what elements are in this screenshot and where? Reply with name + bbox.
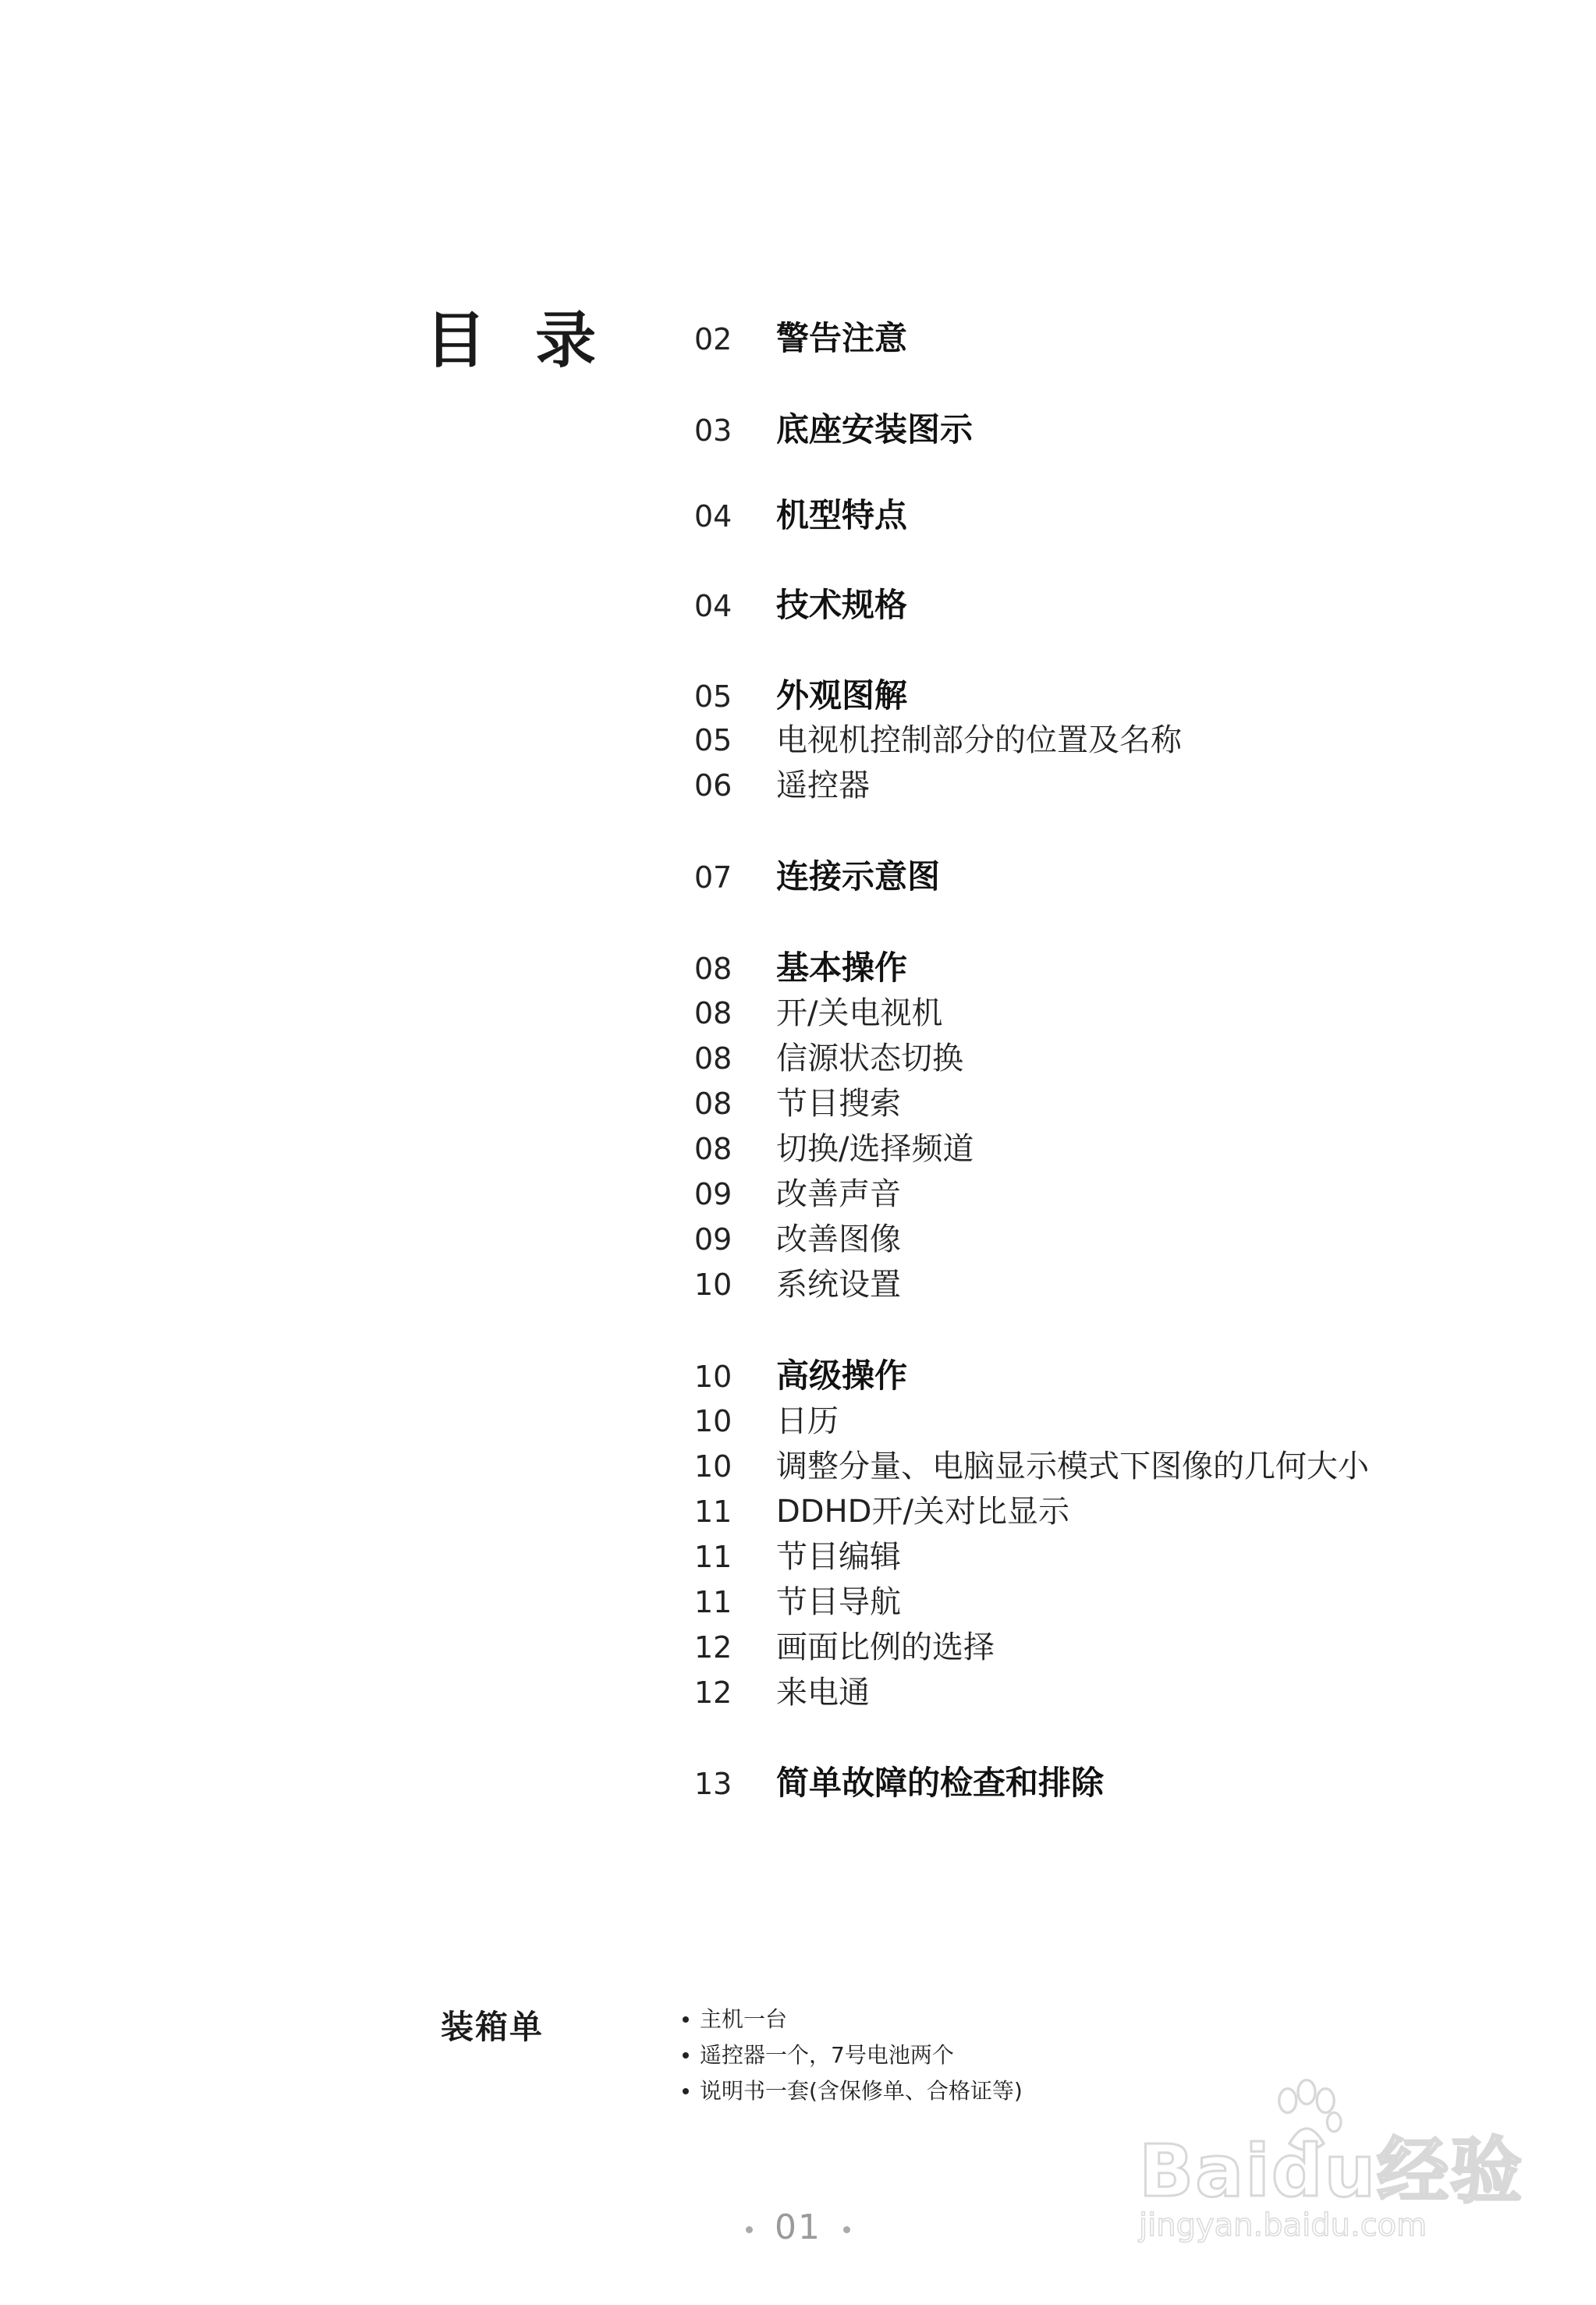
packing-list (683, 2002, 1023, 2109)
packing-list-title: 装箱单 (441, 2008, 544, 2046)
toc-entry-label: 机型特点 (776, 496, 908, 534)
toc-entry-page: 11 (694, 1495, 732, 1529)
watermark-url: jingyan.baidu.com (1139, 2207, 1428, 2243)
toc-entry-page: 11 (694, 1585, 732, 1619)
toc-entry-label: 节目编辑 (776, 1539, 901, 1575)
packing-item (683, 2002, 1023, 2037)
toc-entry-page: 13 (694, 1767, 732, 1801)
packing-item (683, 2037, 1023, 2073)
packing-item-label: 主机一台 (700, 2006, 788, 2032)
toc-entry-label: 改善声音 (776, 1176, 901, 1212)
toc-entry-label: 基本操作 (776, 949, 908, 987)
toc-entry-label: 开/关电视机 (776, 995, 943, 1031)
bullet-dot-icon (746, 2226, 753, 2233)
toc-entry-label: 信源状态切换 (776, 1041, 963, 1076)
toc-entry (694, 1262, 901, 1307)
watermark-logo: Baidu经验 (1139, 2129, 1524, 2213)
toc-entry-page: 09 (694, 1222, 732, 1257)
toc-entry (694, 763, 870, 808)
toc-entry-label: 日历 (776, 1403, 839, 1439)
toc-entry-page: 07 (694, 860, 732, 895)
toc-entry (694, 1489, 1069, 1534)
toc-entry (694, 1081, 901, 1126)
toc-entry-page: 04 (694, 589, 732, 623)
toc-entry (694, 1399, 839, 1444)
toc-entry (694, 1172, 901, 1217)
toc-entry-label: 调整分量、电脑显示模式下图像的几何大小 (776, 1449, 1369, 1484)
toc-entry-label: 来电通 (776, 1675, 870, 1711)
bullet-dot-icon (843, 2226, 850, 2233)
toc-entry-label: 画面比例的选择 (776, 1629, 995, 1665)
toc-entry-page: 03 (694, 413, 732, 448)
toc-entry-page: 05 (694, 723, 732, 757)
toc-entry-label: 遥控器 (776, 768, 870, 803)
toc-entry (694, 1036, 963, 1081)
bullet-dot-icon (683, 2052, 689, 2059)
toc-entry (694, 1580, 901, 1625)
toc-entry-page: 05 (694, 679, 732, 714)
toc-entry-label: 高级操作 (776, 1356, 908, 1395)
toc-entry-label: 系统设置 (776, 1267, 901, 1303)
toc-entry-label: DDHD开/关对比显示 (776, 1494, 1069, 1530)
toc-title: 目 录 (425, 306, 611, 376)
toc-entry (694, 316, 907, 361)
toc-entry-page: 08 (694, 952, 732, 986)
toc-entry-page: 04 (694, 499, 732, 534)
toc-entry-label: 节目导航 (776, 1584, 901, 1620)
toc-entry-page: 08 (694, 1087, 732, 1121)
toc-entry (694, 991, 942, 1036)
toc-entry-label: 节目搜索 (776, 1086, 901, 1122)
packing-item-label: 说明书一套(含保修单、合格证等) (700, 2078, 1023, 2104)
packing-item (683, 2073, 1023, 2109)
toc-entry-page: 02 (694, 322, 732, 356)
watermark (1139, 2075, 1545, 2254)
toc-entry (694, 1670, 870, 1715)
toc-entry-label: 技术规格 (776, 586, 908, 624)
toc-entry-label: 改善图像 (776, 1222, 901, 1257)
toc-entry (694, 1444, 1369, 1489)
toc-entry-label: 外观图解 (776, 676, 908, 715)
toc-entry-page: 11 (694, 1540, 732, 1574)
toc-entry-page: 10 (694, 1404, 732, 1438)
bullet-dot-icon (683, 2088, 689, 2094)
toc-entry (694, 407, 973, 452)
toc-entry-page: 12 (694, 1630, 732, 1665)
toc-entry (694, 673, 907, 718)
toc-entry (694, 1761, 1104, 1806)
toc-entry-label: 底座安装图示 (776, 410, 974, 449)
toc-entry (694, 1534, 901, 1580)
toc-entry (694, 1217, 901, 1262)
toc-entry (694, 583, 907, 628)
toc-entry-page: 08 (694, 1041, 732, 1076)
toc-entry-page: 08 (694, 996, 732, 1030)
toc-entry (694, 493, 907, 538)
toc-entry-label: 电视机控制部分的位置及名称 (776, 722, 1182, 758)
toc-entry-label: 简单故障的检查和排除 (776, 1764, 1105, 1802)
packing-item-label: 遥控器一个，7号电池两个 (700, 2042, 954, 2068)
toc-entry (694, 718, 1182, 763)
page-number-value: 01 (775, 2207, 821, 2247)
bullet-dot-icon (683, 2016, 689, 2023)
toc-entry-page: 10 (694, 1268, 732, 1302)
toc-entry-page: 12 (694, 1676, 732, 1710)
toc-entry-page: 06 (694, 768, 732, 803)
toc-entry-page: 09 (694, 1177, 732, 1211)
toc-entry-page: 10 (694, 1360, 732, 1394)
toc-entry (694, 1625, 995, 1670)
toc-entry-page: 10 (694, 1449, 732, 1484)
toc-entry (694, 1353, 907, 1399)
toc-entry-label: 警告注意 (776, 319, 908, 357)
toc-entry (694, 1126, 974, 1172)
toc-entry-page: 08 (694, 1132, 732, 1166)
toc-entry-label: 切换/选择频道 (776, 1131, 974, 1167)
toc-entry (694, 945, 907, 991)
toc-entry-label: 连接示意图 (776, 857, 941, 895)
toc-entry (694, 854, 940, 899)
